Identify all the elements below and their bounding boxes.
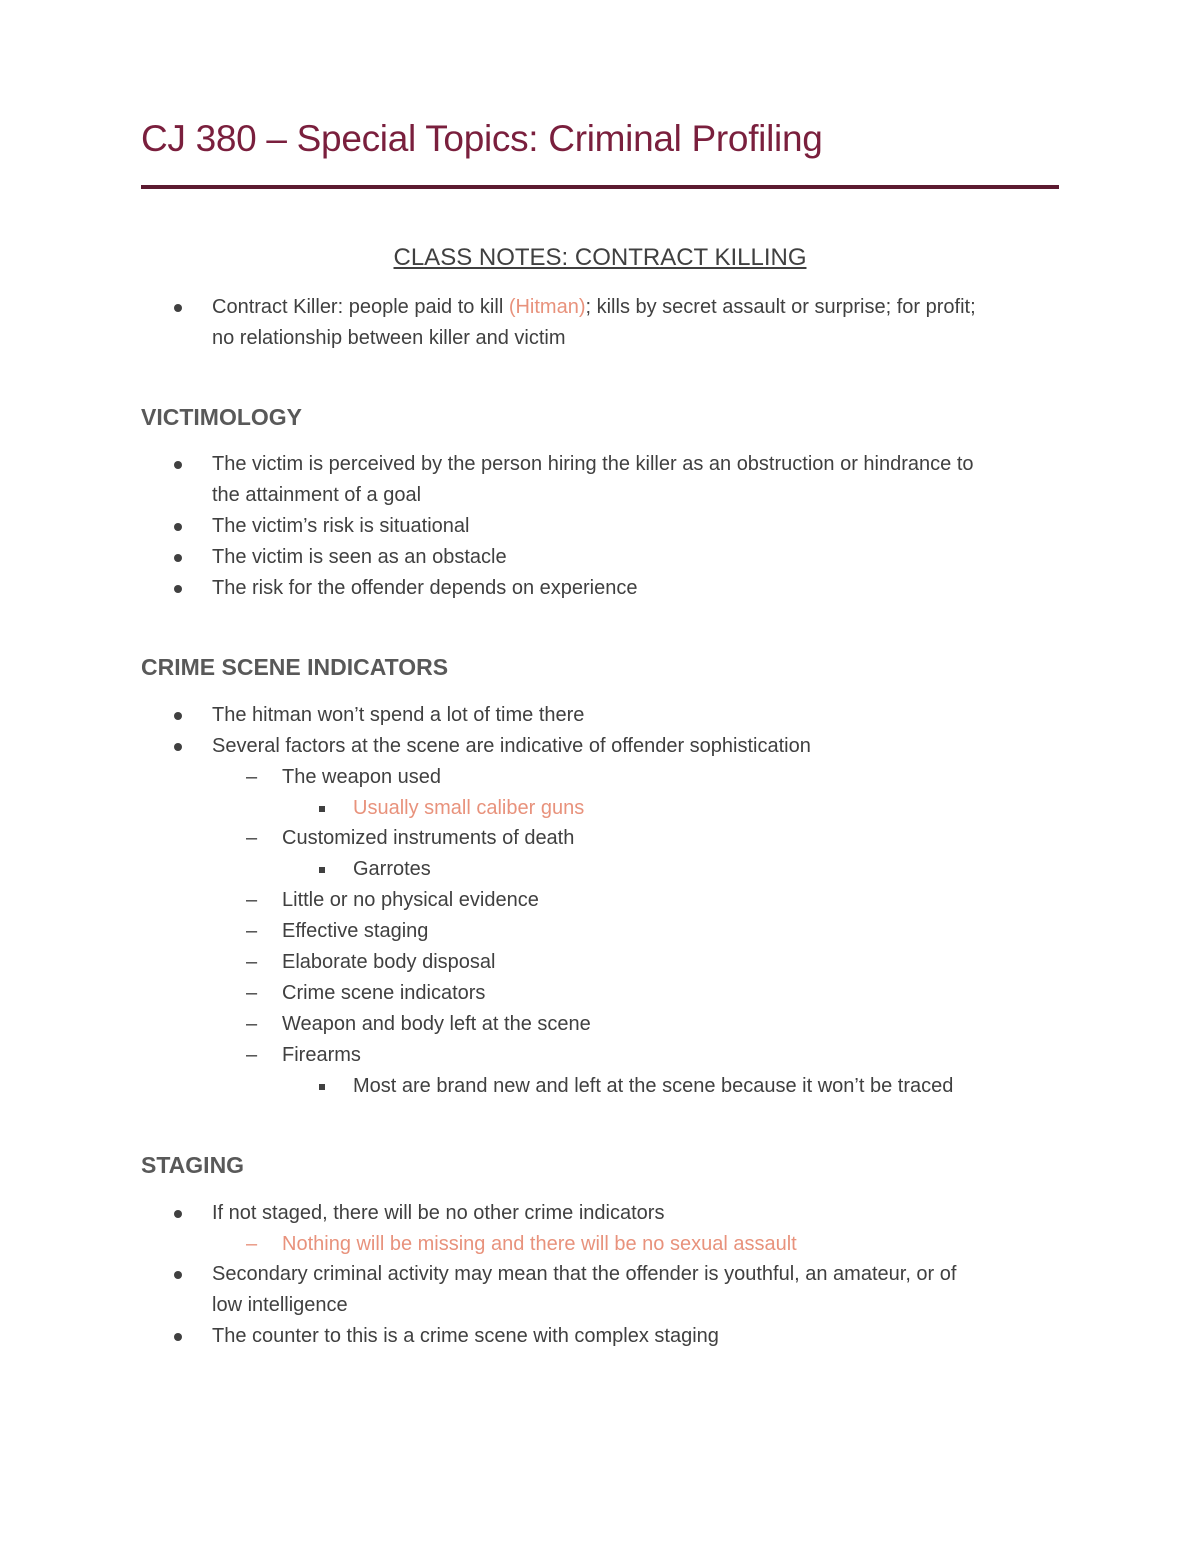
- dash-marker: –: [246, 1044, 258, 1066]
- bullet-marker: [174, 573, 182, 604]
- dash-marker: –: [246, 1233, 258, 1255]
- bullet-marker: [174, 449, 182, 480]
- square-marker: [319, 793, 325, 824]
- sub-list-item: Elaborate body disposal: [282, 951, 496, 973]
- intro-text-before: Contract Killer: people paid to kill: [212, 296, 509, 318]
- class-notes-subtitle: CLASS NOTES: CONTRACT KILLING: [393, 244, 807, 271]
- square-marker: [319, 1071, 325, 1102]
- staging-heading: STAGING: [141, 1152, 245, 1178]
- sub-list-item: Crime scene indicators: [282, 982, 486, 1004]
- bullet-marker: [174, 292, 182, 323]
- dash-marker: –: [246, 827, 258, 849]
- document-title: CJ 380 – Special Topics: Criminal Profiling: [141, 118, 823, 159]
- bullet-marker: [174, 731, 182, 762]
- victimology-heading: VICTIMOLOGY: [141, 404, 302, 430]
- dash-marker: –: [246, 951, 258, 973]
- sub-list-item: Effective staging: [282, 920, 429, 942]
- intro-line-1: [212, 292, 976, 323]
- bullet-marker: [174, 1321, 182, 1352]
- sub-list-item: Customized instruments of death: [282, 827, 575, 849]
- list-item: The risk for the offender depends on experience: [212, 577, 638, 599]
- sub-list-item: Firearms: [282, 1044, 361, 1066]
- sub-sub-list-item: Most are brand new and left at the scene because it won’t be traced: [353, 1075, 954, 1097]
- bullet-marker: [174, 700, 182, 731]
- bullet-marker: [174, 1259, 182, 1290]
- sub-list-item: Nothing will be missing and there will be no sexual assault: [282, 1233, 797, 1255]
- list-item: The victim is perceived by the person hiring the killer as an obstruction or hindrance to: [212, 453, 974, 475]
- dash-marker: –: [246, 1013, 258, 1035]
- list-item: The victim’s risk is situational: [212, 515, 470, 537]
- crime-scene-heading: CRIME SCENE INDICATORS: [141, 654, 449, 680]
- title-rule: [141, 185, 1059, 189]
- square-marker: [319, 854, 325, 885]
- list-item-continuation: the attainment of a goal: [212, 484, 422, 506]
- dash-marker: –: [246, 982, 258, 1004]
- sub-list-item: Little or no physical evidence: [282, 889, 539, 911]
- sub-sub-list-item: Garrotes: [353, 858, 431, 880]
- list-item-continuation: low intelligence: [212, 1294, 348, 1316]
- list-item: Several factors at the scene are indicative of offender sophistication: [212, 735, 811, 757]
- intro-text-after: ; kills by secret assault or surprise; for profit;: [585, 296, 976, 318]
- dash-marker: –: [246, 920, 258, 942]
- list-item: Secondary criminal activity may mean that the offender is youthful, an amateur, or of: [212, 1263, 957, 1285]
- dash-marker: –: [246, 766, 258, 788]
- sub-sub-list-item: Usually small caliber guns: [353, 797, 585, 819]
- list-item: The counter to this is a crime scene with complex staging: [212, 1325, 719, 1347]
- list-item: If not staged, there will be no other crime indicators: [212, 1202, 665, 1224]
- sub-list-item: The weapon used: [282, 766, 442, 788]
- list-item: The victim is seen as an obstacle: [212, 546, 507, 568]
- bullet-marker: [174, 1198, 182, 1229]
- bullet-marker: [174, 511, 182, 542]
- dash-marker: –: [246, 889, 258, 911]
- intro-highlight: (Hitman): [508, 296, 586, 318]
- bullet-marker: [174, 542, 182, 573]
- intro-line-2: no relationship between killer and victim: [212, 327, 566, 349]
- list-item: The hitman won’t spend a lot of time there: [212, 704, 585, 726]
- sub-list-item: Weapon and body left at the scene: [282, 1013, 591, 1035]
